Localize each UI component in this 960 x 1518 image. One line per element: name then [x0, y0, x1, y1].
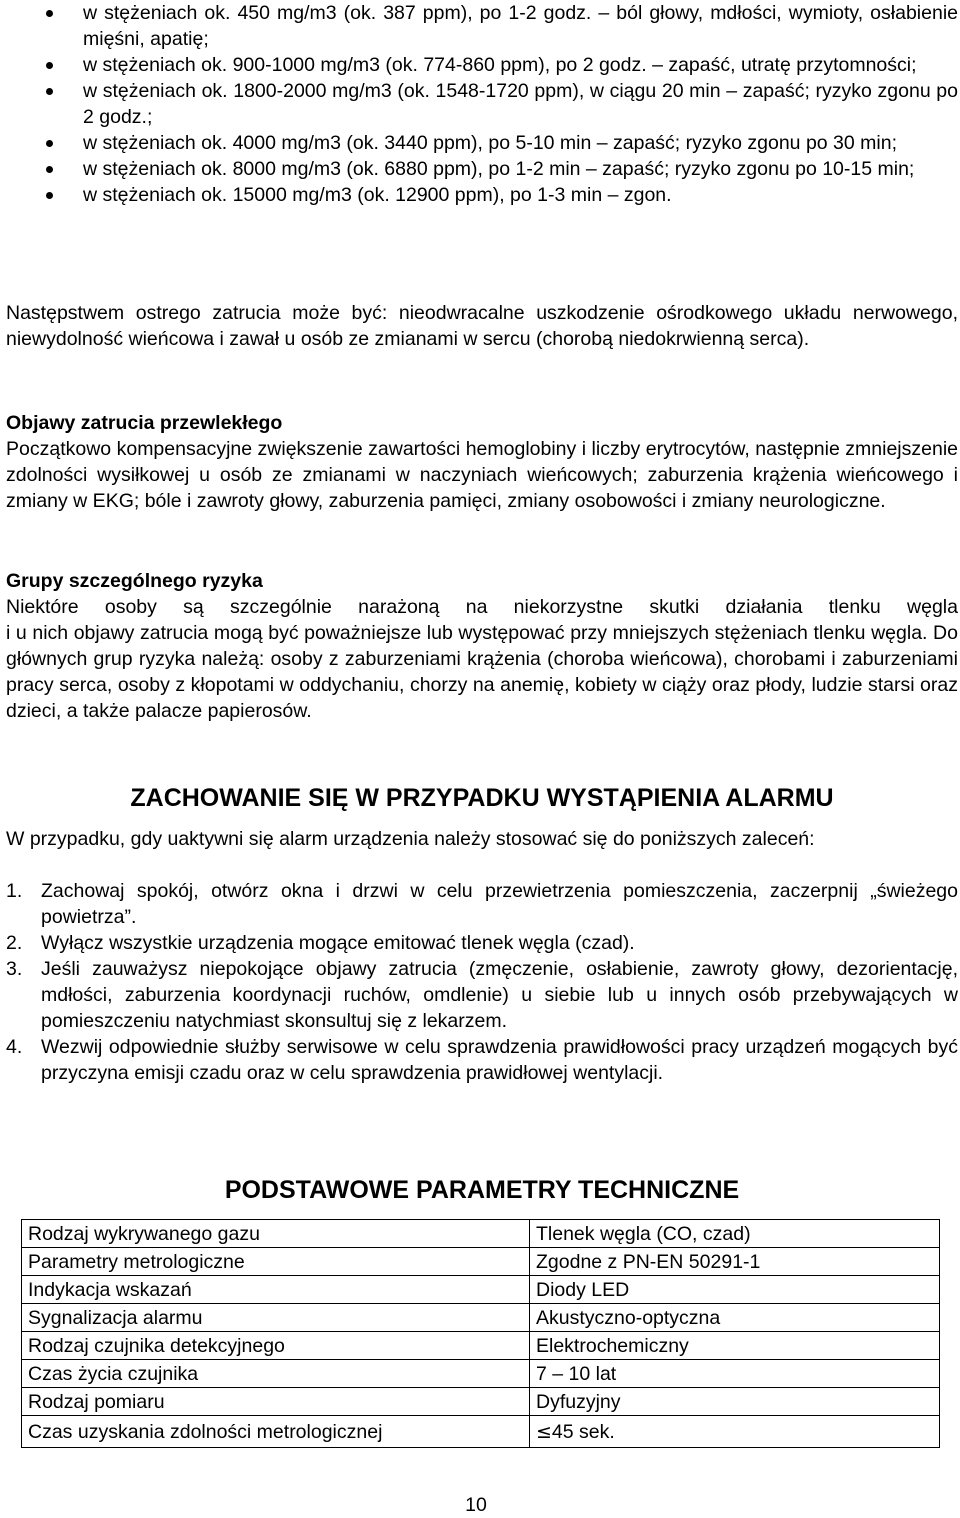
concentration-effects-list — [6, 0, 958, 208]
chronic-heading: Objawy zatrucia przewlekłego — [6, 412, 283, 434]
param-label: Sygnalizacja alarmu — [22, 1304, 530, 1332]
list-item: w stężeniach ok. 15000 mg/m3 (ok. 12900 ppm), po 1-3 min – zgon. — [6, 182, 958, 208]
step-number: 1. — [6, 880, 23, 902]
param-value: Tlenek węgla (CO, czad) — [530, 1220, 940, 1248]
param-value: 7 – 10 lat — [530, 1360, 940, 1388]
less-or-equal-icon: ≤ — [536, 1420, 552, 1443]
bullet-icon — [46, 10, 53, 17]
list-item: 3. Jeśli zauważysz niepokojące objawy zatrucia (zmęczenie, osłabienie, zawroty głowy, dezorientację, mdłości, zaburzenia koordynacji ruchów, omdlenie) u siebie lub u innych osób przebywających w pomieszczeniu natychmiast skonsultuj się z lekarzem. — [6, 958, 958, 1032]
step-number: 4. — [6, 1036, 23, 1058]
table-row — [22, 1416, 940, 1448]
page-number: 10 — [465, 1494, 487, 1516]
param-label: Czas życia czujnika — [22, 1360, 530, 1388]
param-value: Akustyczno-optyczna — [530, 1304, 940, 1332]
list-item: w stężeniach ok. 1800-2000 mg/m3 (ok. 1548-1720 ppm), w ciągu 20 min – zapaść; ryzyko zgonu po 2 godz.; — [6, 78, 958, 130]
table-row — [22, 1276, 940, 1304]
param-label: Parametry metrologiczne — [22, 1248, 530, 1276]
bullet-icon — [46, 140, 53, 147]
alarm-steps-list — [6, 878, 958, 1086]
bullet-icon — [46, 62, 53, 69]
acute-consequences-paragraph: Następstwem ostrego zatrucia może być: nieodwracalne uszkodzenie ośrodkowego układu nerwowego, niewydolność wieńcowa i zawał u osób ze zmianami w sercu (chorobą niedokrwienną serca). — [6, 302, 958, 350]
param-label: Czas uzyskania zdolności metrologicznej — [22, 1416, 530, 1448]
list-item: 1. Zachowaj spokój, otwórz okna i drzwi w celu przewietrzenia pomieszczenia, zaczerpnij „świeżego powietrza”. — [6, 880, 958, 928]
list-item: w stężeniach ok. 4000 mg/m3 (ok. 3440 ppm), po 5-10 min – zapaść; ryzyko zgonu po 30 min; — [6, 130, 958, 156]
list-item: 4. Wezwij odpowiednie służby serwisowe w celu sprawdzenia prawidłowości pracy urządzeń mogących być przyczyna emisji czadu oraz w celu sprawdzenia prawidłowej wentylacji. — [6, 1036, 958, 1084]
alarm-intro-paragraph: W przypadku, gdy uaktywni się alarm urządzenia należy stosować się do poniższych zaleceń: — [6, 828, 815, 850]
table-row — [22, 1388, 940, 1416]
param-label: Indykacja wskazań — [22, 1276, 530, 1304]
param-value: Elektrochemiczny — [530, 1332, 940, 1360]
list-item: 2. Wyłącz wszystkie urządzenia mogące emitować tlenek węgla (czad). — [6, 932, 635, 954]
bullet-icon — [46, 166, 53, 173]
table-row — [22, 1220, 940, 1248]
chronic-paragraph: Początkowo kompensacyjne zwiększenie zawartości hemoglobiny i liczby erytrocytów, następnie zmniejszenie zdolności wysiłkowej u osób ze zmianami w naczyniach wieńcowych; zaburzenia krążenia wieńcowego i zmiany w EKG; bóle i zawroty głowy, zaburzenia pamięci, zmiany osobowości i zmiany neurologiczne. — [6, 438, 958, 512]
param-label: Rodzaj pomiaru — [22, 1388, 530, 1416]
param-value: Zgodne z PN-EN 50291-1 — [530, 1248, 940, 1276]
bullet-icon — [46, 192, 53, 199]
param-label: Rodzaj czujnika detekcyjnego — [22, 1332, 530, 1360]
risk-groups-paragraph: i u nich objawy zatrucia mogą być poważniejsze lub występować przy mniejszych stężeniach tlenku węgla. Do głównych grup ryzyka należą: osoby z zaburzeniami krążenia (choroba wieńcowa), chorobami i zaburzeniami pracy serca, osoby z kłopotami w oddychaniu, chorzy na anemię, kobiety w ciąży oraz płody, ludzie starsi oraz dzieci, a także palacze papierosów. — [6, 622, 958, 722]
list-item: w stężeniach ok. 900-1000 mg/m3 (ok. 774-860 ppm), po 2 godz. – zapaść, utratę przytomności; — [6, 52, 958, 78]
table-row — [22, 1332, 940, 1360]
param-value: Diody LED — [530, 1276, 940, 1304]
params-section-title: PODSTAWOWE PARAMETRY TECHNICZNE — [224, 1176, 740, 1204]
risk-groups-first-line: Niektóre osoby są szczególnie narażoną na niekorzystne skutki działania tlenku węgla — [6, 596, 958, 618]
param-label: Rodzaj wykrywanego gazu — [22, 1220, 530, 1248]
step-number: 2. — [6, 932, 23, 954]
step-number: 3. — [6, 958, 23, 980]
param-value: ≤45 sek. — [530, 1416, 940, 1448]
param-value: Dyfuzyjny — [530, 1388, 940, 1416]
alarm-section-title: ZACHOWANIE SIĘ W PRZYPADKU WYSTĄPIENIA ALARMU — [130, 784, 834, 812]
risk-groups-heading: Grupy szczególnego ryzyka — [6, 570, 263, 592]
table-row — [22, 1360, 940, 1388]
bullet-icon — [46, 88, 53, 95]
table-row — [22, 1304, 940, 1332]
alarm-steps — [6, 878, 958, 1086]
list-item: w stężeniach ok. 450 mg/m3 (ok. 387 ppm), po 1-2 godz. – ból głowy, mdłości, wymioty, osłabienie mięśni, apatię; — [6, 0, 958, 52]
list-item: w stężeniach ok. 8000 mg/m3 (ok. 6880 ppm), po 1-2 min – zapaść; ryzyko zgonu po 10-15 min; — [6, 156, 958, 182]
table-row — [22, 1248, 940, 1276]
technical-params-table — [21, 1219, 940, 1448]
